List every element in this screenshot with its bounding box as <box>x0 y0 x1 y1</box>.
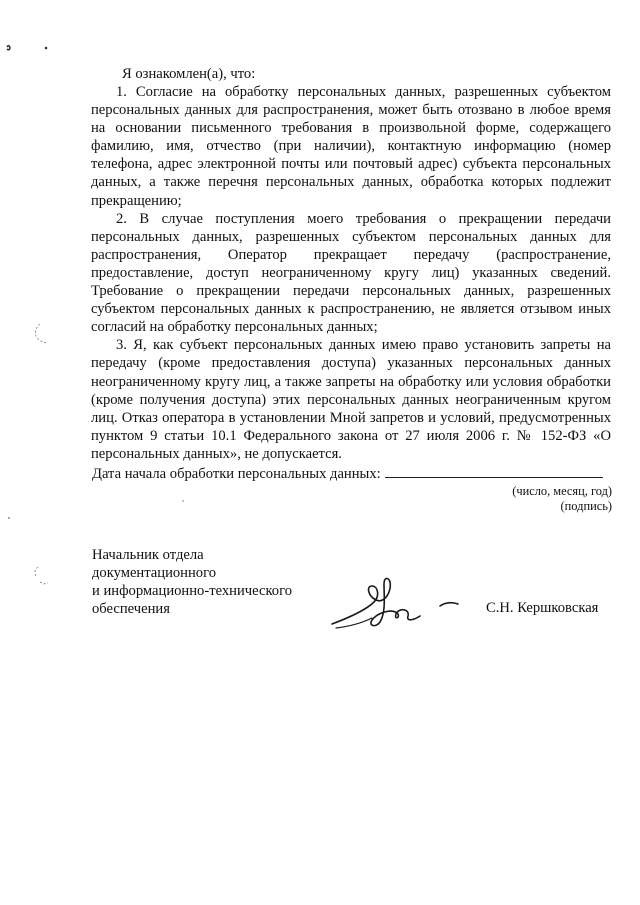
scan-mark-left-3 <box>30 564 54 590</box>
position-line-2: документационного <box>92 565 217 581</box>
signer-name: С.Н. Кершковская <box>486 600 599 616</box>
handwritten-signature <box>328 572 464 632</box>
paragraph-3: 3. Я, как субъект персональных данных имею право установить запреты на передачу (кроме предоставления доступа) указанных персональных данных неограниченному кругу лиц, а также запреты на обработку или условия обработки (кроме получения доступа) этих персональных данных неограниченным кругом лиц. Отказ оператора в установлении Мной запретов и условий, предусмотренных пунктом 9 статьи 10.1 Федерального закона от 27 июля 2006 г. № 152-ФЗ «О персональных данных», не допускается. <box>91 337 611 462</box>
position-line-1: Начальник отдела <box>92 547 204 563</box>
date-hint: (число, месяц, год) <box>512 484 612 498</box>
position-line-3: и информационно-технического <box>92 583 293 599</box>
paragraph-2: 2. В случае поступления моего требования о прекращении передачи персональных данных, разрешенных субъектом персональных данных для распространения, Оператор прекращает передачу (распространение, предоставление, доступ неограниченному кругу лиц) указанных сведений. Требование о прекращении передачи персональных данных, разрешенных субъектом персональных данных к распространению, не является отзывом иных согласий на обработку персональных данных; <box>91 210 611 336</box>
scan-mark-left-2 <box>6 515 14 523</box>
start-date-label: Дата начала обработки персональных данных: <box>92 466 381 482</box>
document-body <box>91 83 611 463</box>
start-date-blank-line <box>385 463 603 478</box>
position-line-4: обеспечения <box>92 601 170 617</box>
scan-mark-left-1 <box>30 322 54 348</box>
position-title <box>92 546 292 618</box>
start-date-row <box>92 463 612 483</box>
scan-mark-top-left <box>4 42 54 56</box>
intro-line: Я ознакомлен(а), что: <box>122 66 256 82</box>
scan-mark-center <box>180 498 186 504</box>
paragraph-1: 1. Согласие на обработку персональных данных, разрешенных субъектом персональных данных для распространения, может быть отозвано в любое время на основании письменного требования в произвольной форме, содержащего фамилию, имя, отчество (при наличии), контактную информацию (номер телефона, адрес электронной почты или почтовый адрес) субъекта персональных данных, а также перечня персональных данных, обработка которых подлежит прекращению; <box>91 84 611 209</box>
signature-hint: (подпись) <box>560 499 612 513</box>
